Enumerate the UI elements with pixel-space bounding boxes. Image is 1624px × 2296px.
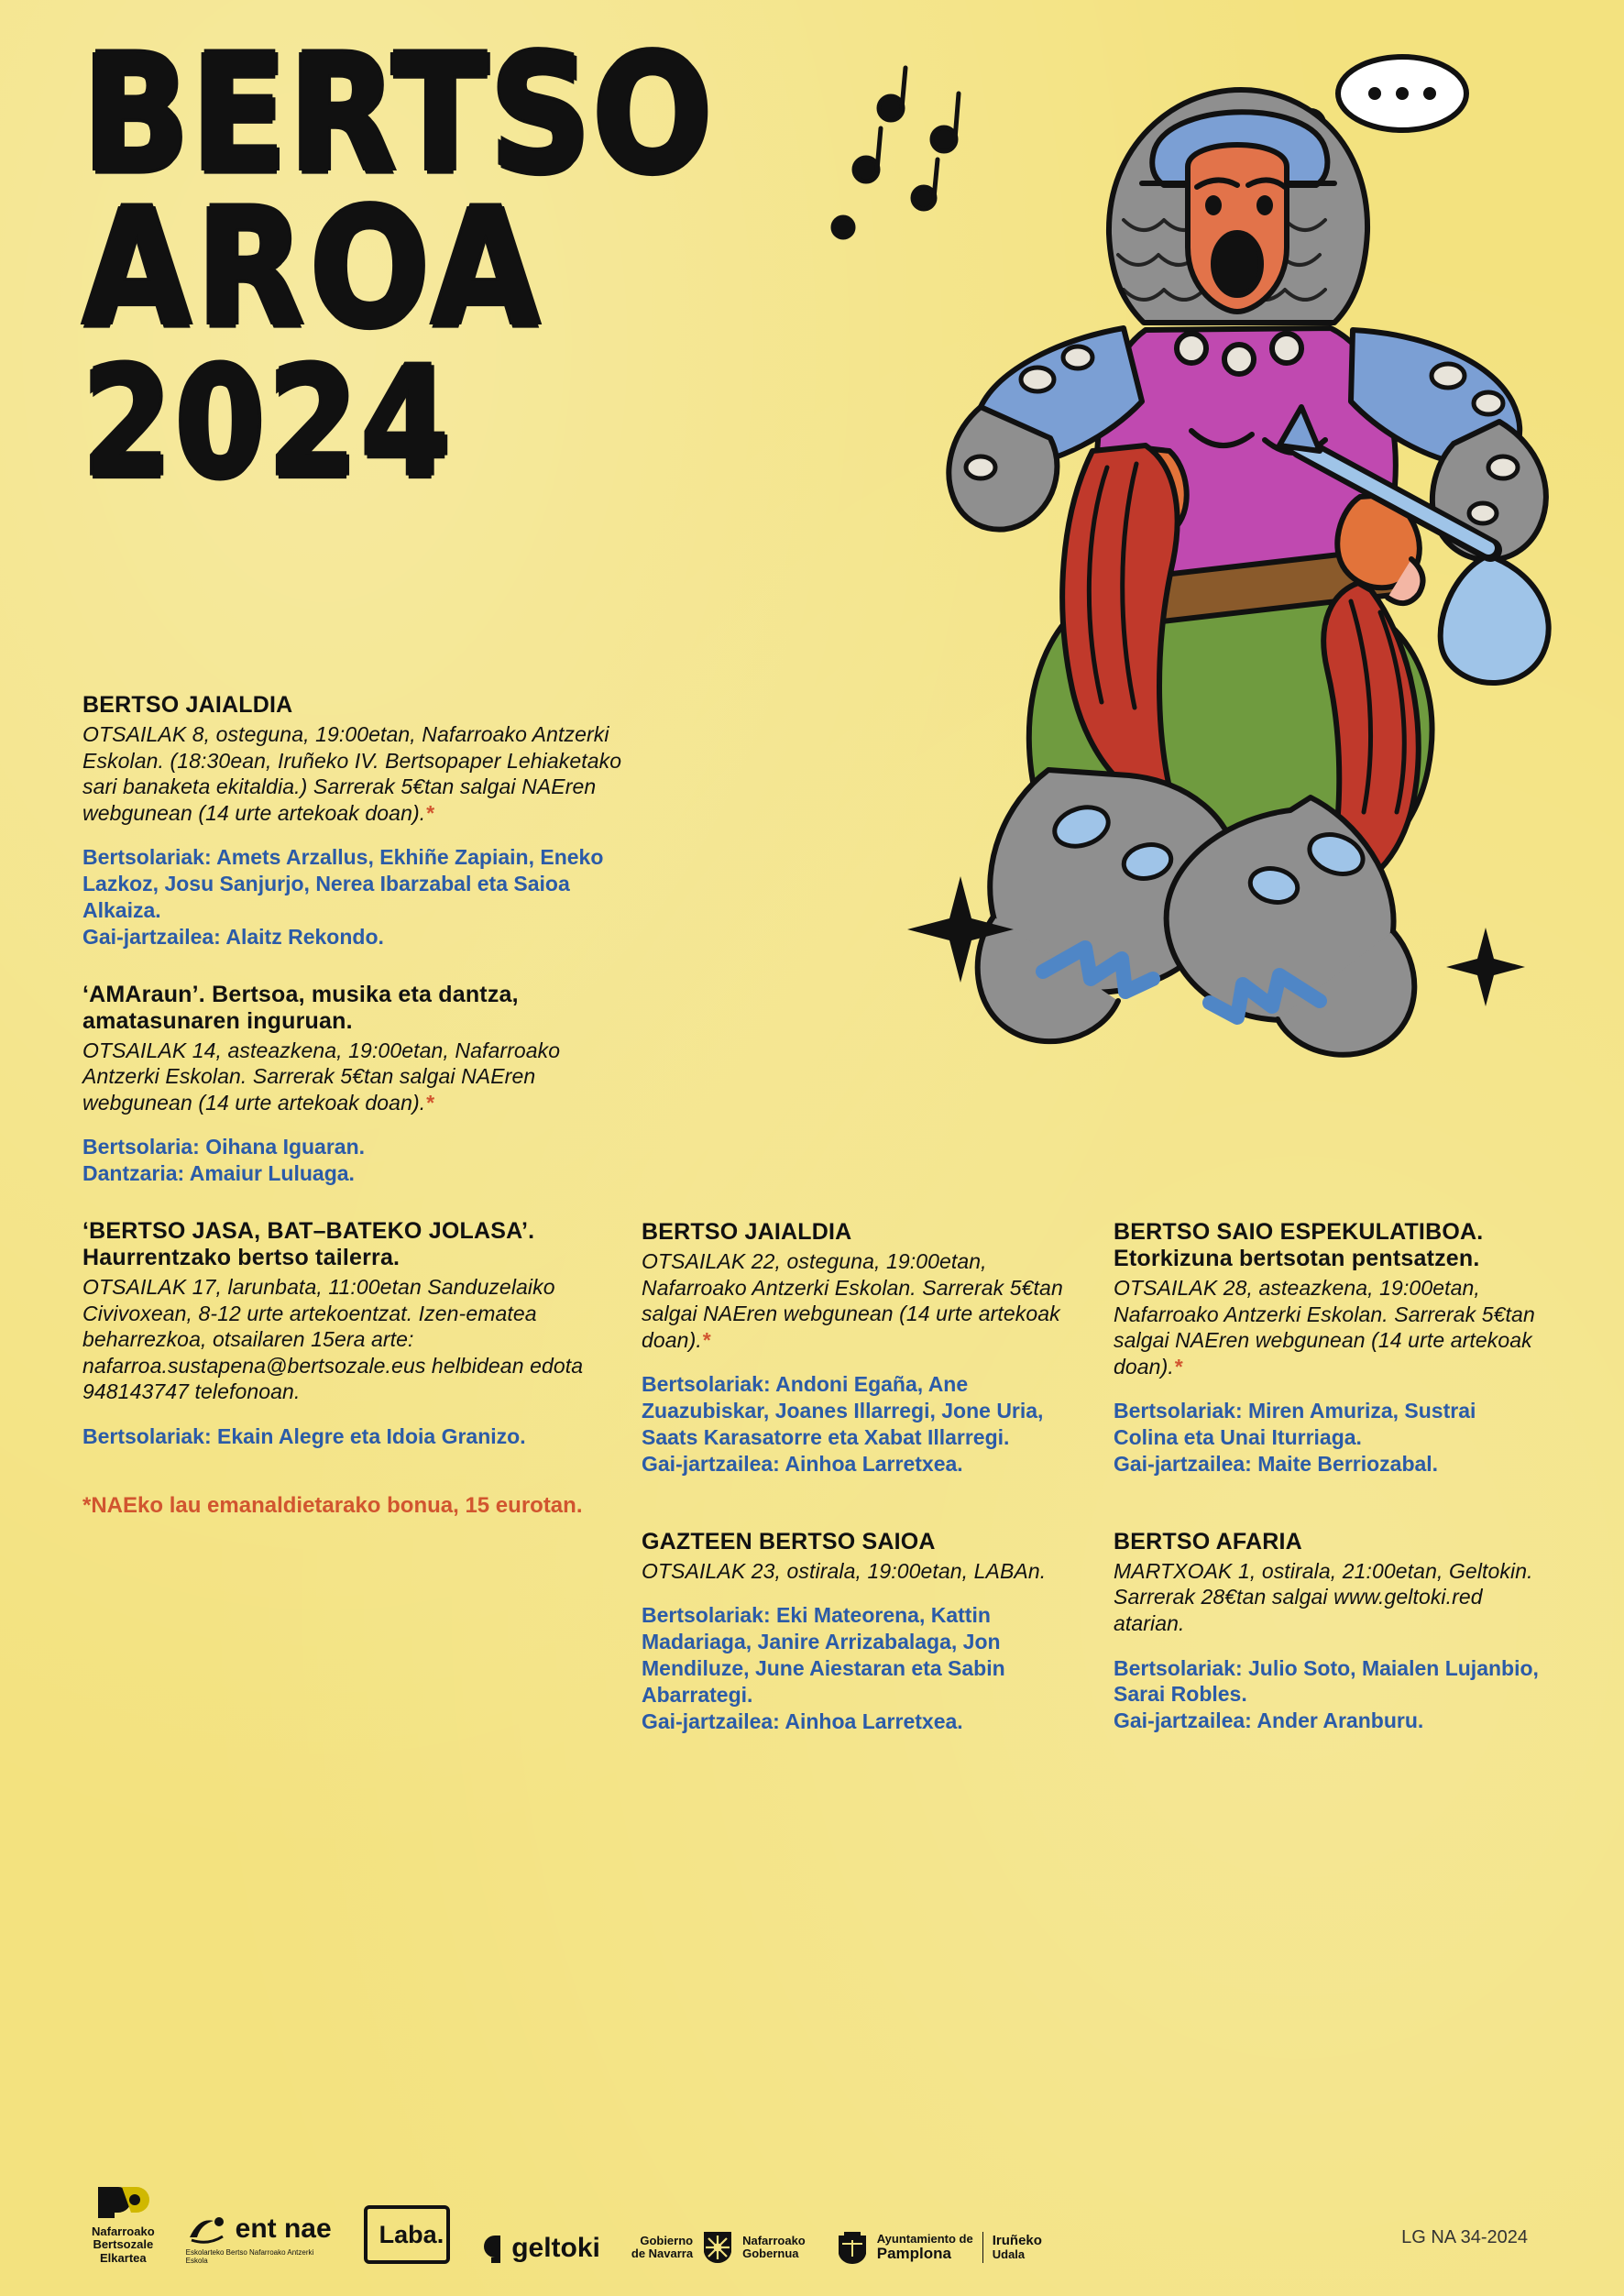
event-details (642, 1248, 1072, 1353)
poster-title (82, 21, 742, 512)
event-details (82, 1038, 623, 1116)
event-details-text: OTSAILAK 23, ostirala, 19:00etan, LABAn. (642, 1558, 1047, 1583)
host-label: Gai-jartzailea: (1114, 1452, 1252, 1476)
ent-nae-mark-icon (186, 2214, 228, 2245)
event-title: BERTSO JAIALDIA (642, 1219, 852, 1245)
event-bertso-afaria (1114, 1529, 1544, 1734)
logo-nafarroako-bertsozale-elkartea (92, 2181, 155, 2265)
dancer-value: Amaiur Luluaga. (184, 1161, 355, 1186)
event-details-text: OTSAILAK 14, asteazkena, 19:00etan, Nafarroako Antzerki Eskolan. Sarrerak 5€tan salgai NAEren webgunean (14 urte artekoak doan). (82, 1038, 561, 1115)
logo-text: Nafarroako Bertsozale Elkartea (92, 2225, 155, 2265)
event-title: BERTSO AFARIA (1114, 1528, 1302, 1554)
host-label: Gai-jartzailea: (82, 924, 221, 949)
performers-value: Oihana Iguaran. (199, 1135, 366, 1159)
host-value: Ainhoa Larretxea. (779, 1451, 963, 1476)
performers-value: Andoni Egaña, Ane Zuazubiskar, Joanes Illarregi, Jone Uria, Saats Karasatorre eta Xabat Illarregi. (642, 1372, 1044, 1449)
title-line-2: AROA (82, 175, 546, 364)
event-bertso-jaialdia-22 (642, 1219, 1072, 1478)
performers-label: Bertsolariak: (1114, 1399, 1243, 1423)
event-details (642, 1558, 1072, 1585)
performers-value: Miren Amuriza, Sustrai Colina eta Unai Iturriaga. (1114, 1399, 1476, 1450)
host-value: Alaitz Rekondo. (220, 924, 384, 949)
event-performers (82, 844, 623, 950)
event-details-text: MARTXOAK 1, ostirala, 21:00etan, Geltokin. Sarrerak 28€tan salgai www.geltoki.red atarian. (1114, 1558, 1533, 1635)
footnote-star: * (425, 800, 434, 825)
column-right (1114, 1219, 1544, 1765)
logo-ent-nae (186, 2214, 332, 2265)
event-details (82, 721, 623, 826)
logo-text-es: Ayuntamiento de Pamplona (876, 2231, 973, 2262)
event-title: BERTSO SAIO ESPEKULATIBOA. Etorkizuna bertsotan pentsatzen. (1114, 1219, 1484, 1271)
logo-gobierno-de-navarra (631, 2230, 806, 2265)
event-amaraun-14 (82, 982, 623, 1187)
host-value: Maite Berriozabal. (1251, 1452, 1439, 1476)
event-performers (642, 1602, 1072, 1735)
title-line-3: 2024 (82, 335, 455, 512)
performers-value: Eki Mateorena, Kattin Madariaga, Janire Arrizabalaga, Jon Mendiluze, June Aiestaran eta Sabin Abarrategi. (642, 1603, 1005, 1708)
host-value: Ainhoa Larretxea. (779, 1709, 963, 1734)
logo-laba (363, 2204, 444, 2265)
event-performers (1114, 1398, 1544, 1478)
event-details-text: OTSAILAK 22, osteguna, 19:00etan, Nafarroako Antzerki Eskolan. Sarrerak 5€tan salgai NAEren webgunean (14 urte artekoak doan). (642, 1249, 1063, 1352)
performers-value: Ekain Alegre eta Idoia Granizo. (211, 1424, 526, 1448)
footnote-star: * (701, 1327, 710, 1352)
illustration-bertsolari-figure (678, 37, 1595, 1164)
column-left (82, 692, 623, 1521)
footnote-bonua: *NAEko lau emanaldietarako bonua, 15 eurotan. (82, 1492, 583, 1518)
dancer-label: Dantzaria: (82, 1161, 185, 1186)
footer (0, 2159, 1624, 2296)
performers-value: Amets Arzallus, Ekhiñe Zapiain, Eneko Lazkoz, Josu Sanjurjo, Nerea Ibarzabal eta Saioa Alkaiza. (82, 845, 604, 922)
logo-text-eu: Nafarroako Gobernua (742, 2233, 806, 2260)
logo-ayuntamiento-de-pamplona (837, 2230, 1042, 2265)
event-details-text: OTSAILAK 17, larunbata, 11:00etan Sanduzelaiko Civivoxean, 8-12 urte artekoentzat. Izen-ematea beharrezkoa, otsailaren 15era arte: nafarroa.sustapena@bertsozale.eus helbidean edota 948143747 telefonoan. (82, 1275, 584, 1404)
logo-text-es: Gobierno de Navarra (631, 2233, 694, 2260)
event-performers (82, 1423, 623, 1450)
host-label: Gai-jartzailea: (642, 1451, 780, 1476)
event-title: BERTSO JAIALDIA (82, 692, 293, 718)
event-bertso-jasa-17 (82, 1218, 623, 1450)
event-details (1114, 1275, 1544, 1379)
performers-label: Bertsolariak: (1114, 1655, 1243, 1680)
performers-label: Bertsolariak: (82, 845, 212, 870)
logo-divider (982, 2232, 983, 2263)
title-line-1: BERTSO (82, 21, 714, 210)
logo-geltoki (475, 2232, 600, 2265)
pamplona-crest-icon (837, 2230, 868, 2265)
performers-label: Bertsolariak: (642, 1603, 771, 1628)
event-performers (1114, 1655, 1544, 1735)
event-details (1114, 1558, 1544, 1637)
host-label: Gai-jartzailea: (1114, 1708, 1252, 1733)
host-label: Gai-jartzailea: (642, 1709, 780, 1734)
event-title: GAZTEEN BERTSO SAIOA (642, 1528, 936, 1554)
logo-text-eu: Iruñeko Udala (992, 2232, 1042, 2262)
footnote-star: * (425, 1090, 434, 1115)
event-gazteen-bertso-saioa-23 (642, 1529, 1072, 1735)
footnote-star: * (1173, 1354, 1182, 1379)
event-bertso-saio-espekulatiboa-28 (1114, 1219, 1544, 1478)
navarra-shield-icon (702, 2230, 733, 2265)
column-middle (642, 1219, 1072, 1766)
sponsor-logos (92, 2181, 1042, 2265)
performers-label: Bertsolariak: (82, 1424, 212, 1448)
event-details-text: OTSAILAK 28, asteazkena, 19:00etan, Nafarroako Antzerki Eskolan. Sarrerak 5€tan salgai NAEren webgunean (14 urte artekoak doan). (1114, 1276, 1535, 1379)
logo-text: geltoki (511, 2233, 600, 2263)
performers-label: Bertsolariak: (642, 1372, 771, 1397)
logo-text: ent nae (235, 2214, 332, 2244)
event-title: ‘AMAraun’. Bertsoa, musika eta dantza, amatasunaren inguruan. (82, 981, 519, 1034)
event-performers (82, 1134, 623, 1187)
event-details-text: OTSAILAK 8, osteguna, 19:00etan, Nafarroako Antzerki Eskolan. (18:30ean, Iruñeko IV. Bertsopaper Lehiaketako sari banaketa ekitaldia.) Sarrerak 5€tan salgai NAEren webgunean (14 urte artekoak doan). (82, 722, 622, 825)
performers-value: Julio Soto, Maialen Lujanbio, Sarai Robles. (1114, 1655, 1539, 1707)
bertsozale-mark-icon (94, 2181, 151, 2220)
geltoki-mark-icon (475, 2232, 502, 2265)
event-performers (642, 1371, 1072, 1478)
logo-subtext: Eskolarteko Bertso Nafarroako Antzerki Eskola (185, 2248, 314, 2265)
event-bertso-jaialdia-8 (82, 692, 623, 950)
legal-deposit-code: LG NA 34-2024 (1401, 2227, 1528, 2247)
event-title: ‘BERTSO JASA, BAT–BATEKO JOLASA’. Haurrentzako bertso tailerra. (82, 1218, 535, 1271)
host-value: Ander Aranburu. (1251, 1708, 1424, 1733)
performers-label: Bertsolaria: (82, 1135, 200, 1159)
logo-text: Laba. (379, 2220, 444, 2248)
event-details (82, 1274, 623, 1405)
